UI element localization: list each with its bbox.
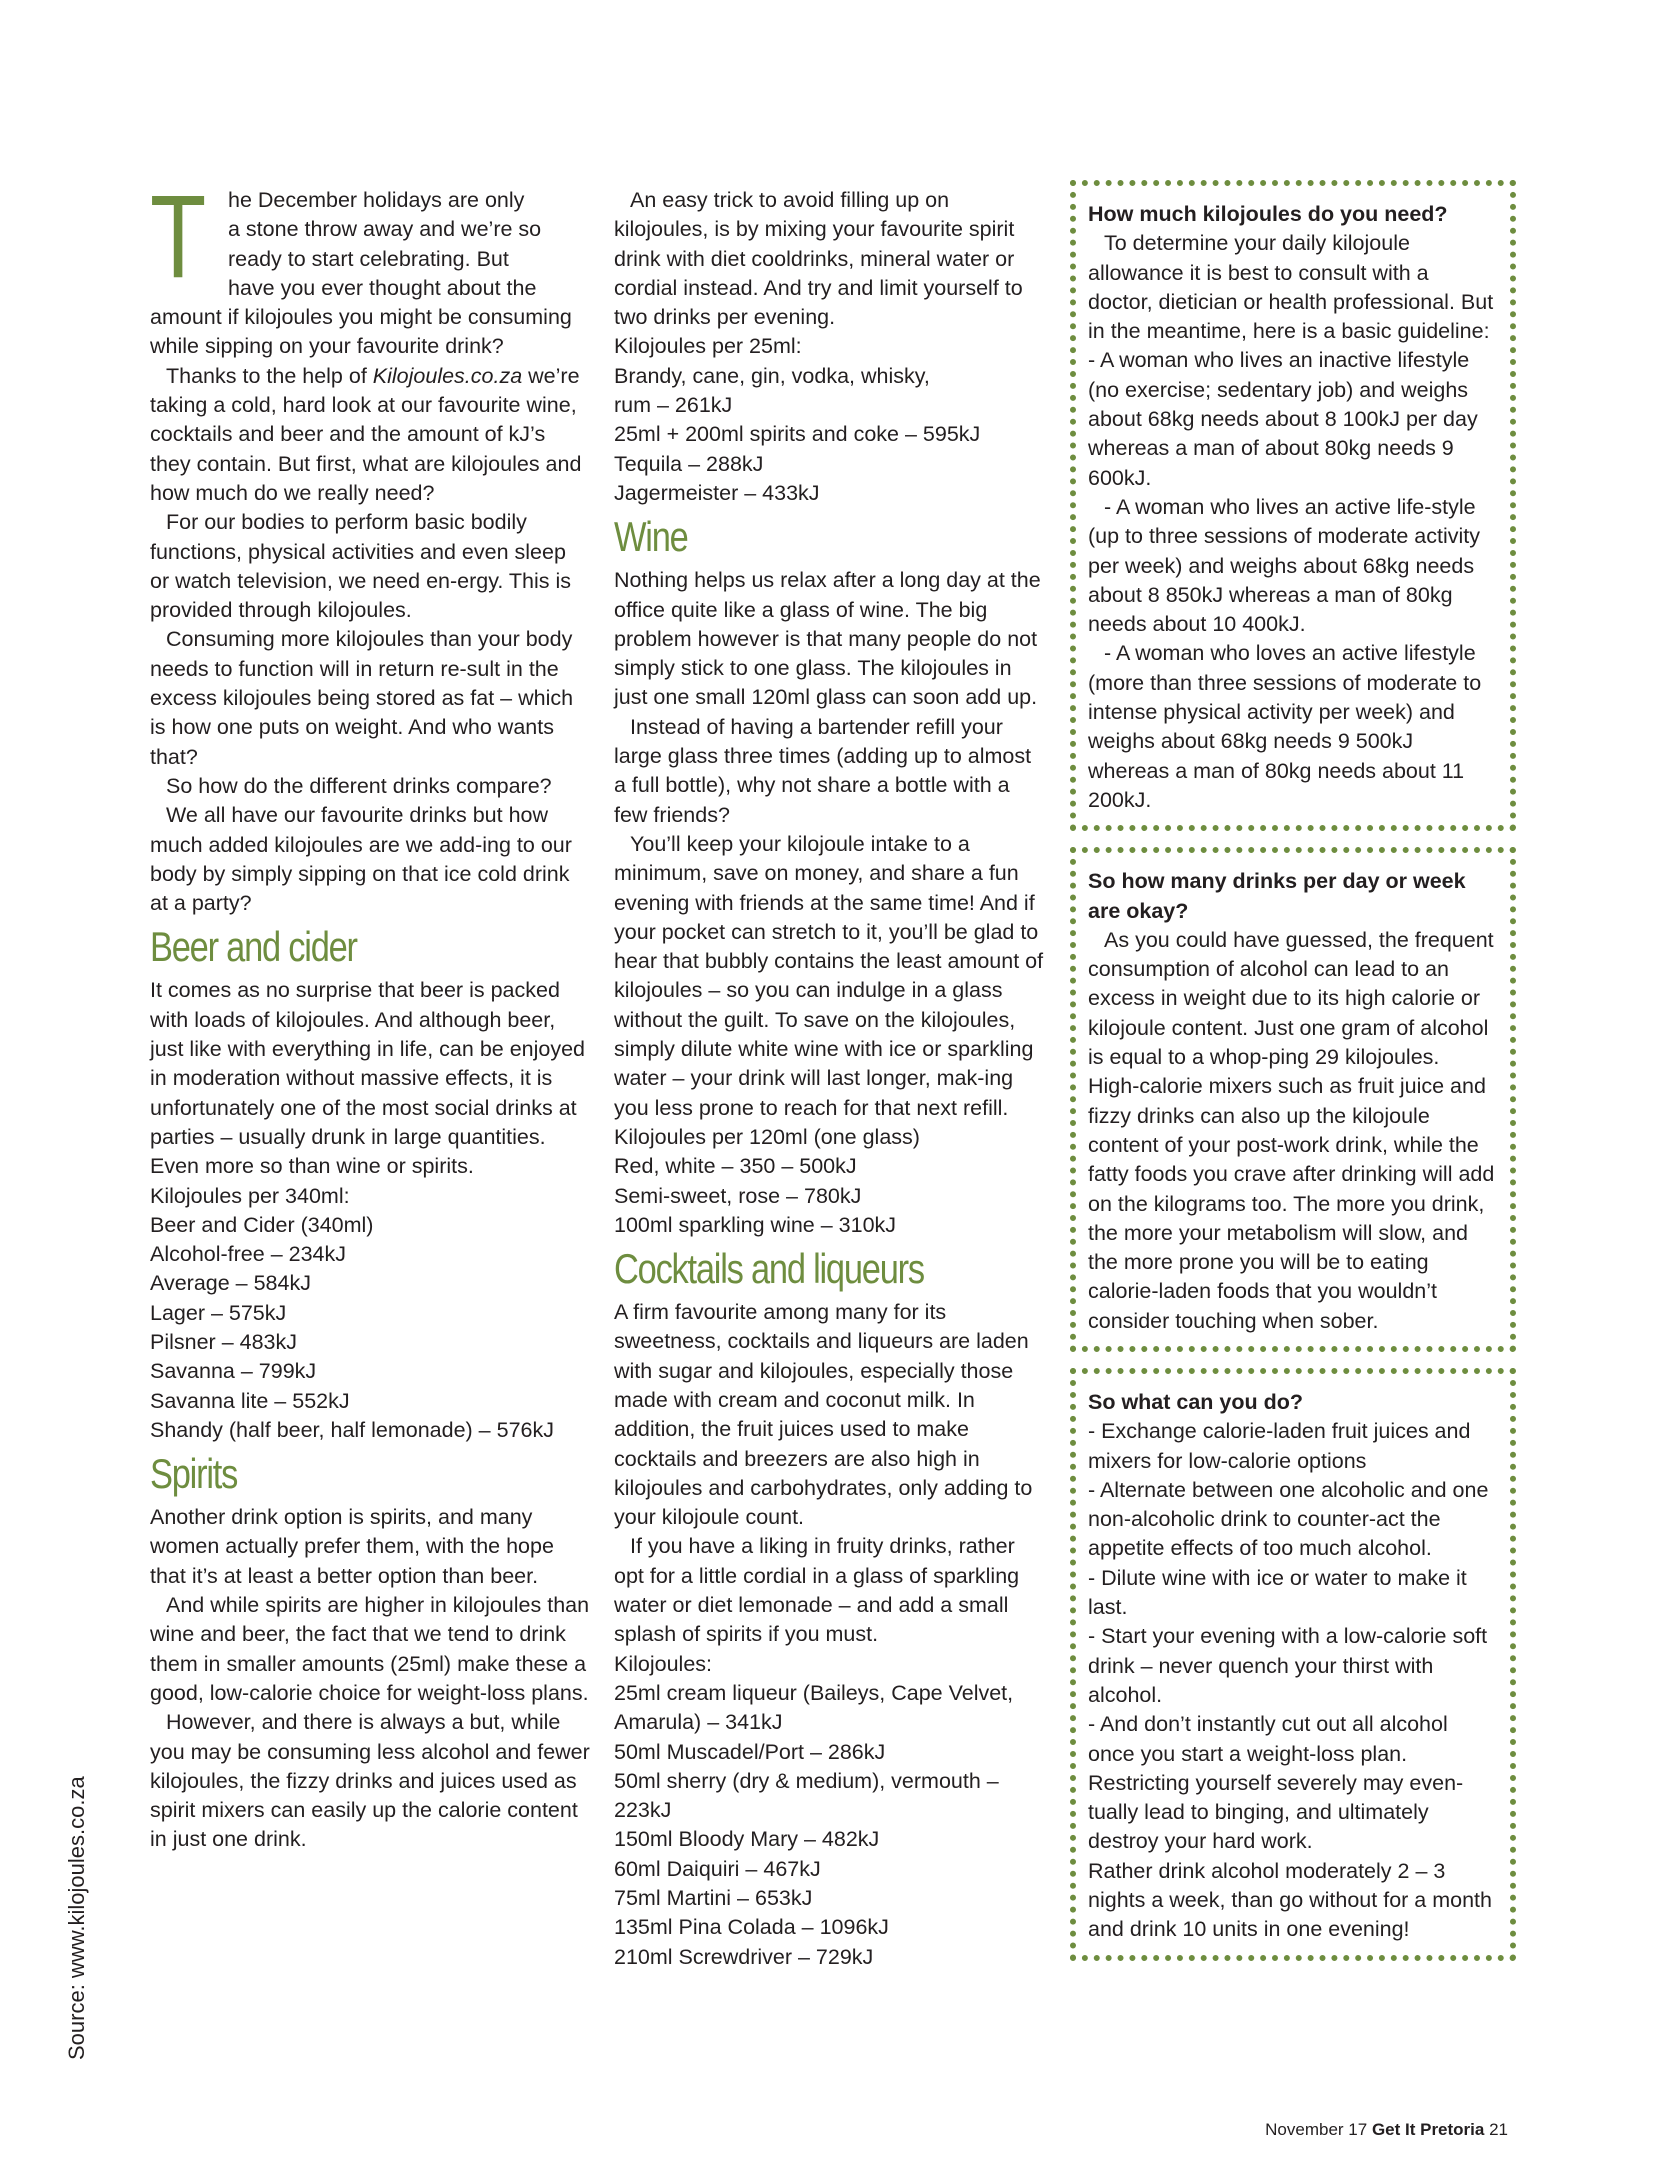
- text: Thanks to the help of: [166, 363, 373, 388]
- section-heading-beer: Beer and cider: [150, 923, 357, 971]
- sidebar-box-kilojoules-needed: [1070, 180, 1516, 831]
- paragraph: As you could have guessed, the frequent consumption of alcohol can lead to an excess in weight due to its high calorie or kilojoule content. Just one gram of alcohol is equal to a whop-ping 29 kilojoules. High-calorie mixers such as fruit juice and fizzy drinks can also up the kilojoule content of your post-work drink, while the fatty foods you crave after drinking will add on the kilograms too. The more you drink, the more your metabolism will slow, and the more prone you will be to eating calorie-laden foods that you wouldn’t consider touching when sober.: [1088, 927, 1495, 1333]
- paragraph: [150, 362, 590, 508]
- box-title: How much kilojoules do you need?: [1088, 202, 1448, 226]
- issue-date: November 17: [1265, 2120, 1372, 2139]
- text: we’re taking a cold, hard look at our favourite wine, cocktails and beer and the amount of kJ’s they contain. But first, what are kilojoules and how much do we really need?: [150, 363, 582, 505]
- wine-kilojoule-list: [614, 1123, 1044, 1240]
- list-item: - Exchange calorie-laden fruit juices and mixers for low-calorie options: [1088, 1419, 1471, 1473]
- list-item: 210ml Screwdriver – 729kJ: [614, 1944, 874, 1969]
- paragraph: Nothing helps us relax after a long day at the office quite like a glass of wine. The big problem however is that many people do not simply stick to one glass. The kilojoules in just one small 120ml glass can soon add up.: [614, 568, 1041, 710]
- list-item: 25ml + 200ml spirits and coke – 595kJ: [614, 422, 981, 447]
- beer-kilojoule-list: [150, 1182, 590, 1446]
- list-item: Brandy, cane, gin, vodka, whisky,: [614, 363, 930, 388]
- list-item: - Alternate between one alcoholic and one non-alcoholic drink to counter-act the appetite effects of too much alcohol.: [1088, 1477, 1489, 1561]
- page-footer: [1265, 2120, 1508, 2140]
- list-item: 135ml Pina Colada – 1096kJ: [614, 1915, 889, 1940]
- list-item: rum – 261kJ: [614, 393, 733, 418]
- paragraph: An easy trick to avoid filling up on kilojoules, is by mixing your favourite spirit drink with diet cooldrinks, mineral water or cordial instead. And try and limit yourself to two drinks per evening.: [614, 188, 1023, 330]
- paragraph: So how do the different drinks compare?: [166, 773, 552, 798]
- list-item: Average – 584kJ: [150, 1271, 311, 1296]
- list-item: 60ml Daiquiri – 467kJ: [614, 1856, 821, 1881]
- list-item: Semi-sweet, rose – 780kJ: [614, 1183, 862, 1208]
- list-item: Alcohol-free – 234kJ: [150, 1242, 346, 1267]
- source-site-name: Kilojoules.co.za: [372, 363, 523, 388]
- list-item: 25ml cream liqueur (Baileys, Cape Velvet, Amarula) – 341kJ: [614, 1680, 1014, 1735]
- list-item: 75ml Martini – 653kJ: [614, 1886, 813, 1911]
- cocktails-kilojoule-list: [614, 1650, 1044, 1972]
- list-item: Tequila – 288kJ: [614, 451, 764, 476]
- paragraph: To determine your daily kilojoule allowance it is best to consult with a doctor, dietician or health professional. But in the meantime, here is a basic guideline:: [1088, 231, 1494, 344]
- section-heading-wine: Wine: [614, 513, 688, 561]
- intro-block: [150, 171, 590, 362]
- paragraph: A firm favourite among many for its sweetness, cocktails and liqueurs are laden with sugar and kilojoules, especially those made with cream and coconut milk. In addition, the fruit juices used to make cocktails and breezers are also high in kilojoules and carbohydrates, only adding to your kilojoule count.: [614, 1300, 1033, 1530]
- intro-line: a stone throw away and we’re so: [228, 217, 542, 242]
- column-1: [150, 171, 590, 1855]
- list-item: Savanna lite – 552kJ: [150, 1388, 350, 1413]
- list-item: Lager – 575kJ: [150, 1300, 287, 1325]
- drop-cap: T: [150, 171, 207, 303]
- paragraph: However, and there is always a but, while you may be consuming less alcohol and fewer kilojoules, the fizzy drinks and juices used as spirit mixers can easily up the calorie content in just one drink.: [150, 1710, 590, 1852]
- paragraph: For our bodies to perform basic bodily functions, physical activities and even sleep or watch television, we need en-ergy. This is provided through kilojoules.: [150, 510, 572, 623]
- sidebar-column: [1070, 180, 1516, 1977]
- section-heading-cocktails: Cocktails and liqueurs: [614, 1245, 924, 1293]
- source-credit: Source: www.kilojoules.co.za: [64, 1776, 89, 2060]
- list-item: Red, white – 350 – 500kJ: [614, 1154, 857, 1179]
- list-item: Kilojoules:: [614, 1651, 712, 1676]
- paragraph: It comes as no surprise that beer is packed with loads of kilojoules. And although beer, just like with everything in life, can be enjoyed in moderation without massive effects, it is unfortunately one of the most social drinks at parties – usually drunk in large quantities. Even more so than wine or spirits.: [150, 978, 586, 1179]
- spirits-kilojoule-list: [614, 332, 1044, 508]
- list-item: Kilojoules per 120ml (one glass): [614, 1124, 920, 1149]
- list-item: 150ml Bloody Mary – 482kJ: [614, 1827, 880, 1852]
- list-item: Rather drink alcohol moderately 2 – 3 nights a week, than go without for a month and drink 10 units in one evening!: [1088, 1858, 1492, 1942]
- intro-line: he December holidays are only: [228, 188, 525, 212]
- paragraph: Another drink option is spirits, and many women actually prefer them, with the hope that it’s at least a better option than beer.: [150, 1505, 554, 1588]
- list-item: 50ml Muscadel/Port – 286kJ: [614, 1739, 886, 1764]
- paragraph: Consuming more kilojoules than your body needs to function will in return re-sult in the excess kilojoules being stored as fat – which is how one puts on weight. And who wants that?: [150, 627, 574, 769]
- page-number: 21: [1484, 2120, 1508, 2139]
- paragraph: - A woman who loves an active lifestyle (more than three sessions of moderate to intense physical activity per week) and weighs about 68kg needs 9 500kJ whereas a man of 80kg needs about 11 200kJ.: [1088, 641, 1482, 812]
- list-item: 100ml sparkling wine – 310kJ: [614, 1212, 897, 1237]
- list-item: 50ml sherry (dry & medium), vermouth – 223kJ: [614, 1768, 999, 1823]
- list-item: - Dilute wine with ice or water to make it last.: [1088, 1565, 1467, 1620]
- list-item: Savanna – 799kJ: [150, 1359, 317, 1384]
- sidebar-box-drinks-per-week: [1070, 847, 1516, 1352]
- intro-line: have you ever thought about the: [228, 275, 537, 300]
- list-item: - Start your evening with a low-calorie soft drink – never quench your thirst with alcohol.: [1088, 1624, 1488, 1707]
- paragraph: Instead of having a bartender refill your large glass three times (adding up to almost a full bottle), why not share a bottle with a few friends?: [614, 714, 1032, 827]
- list-item: Kilojoules per 340ml:: [150, 1183, 350, 1208]
- section-heading-spirits: Spirits: [150, 1450, 238, 1498]
- paragraph: If you have a liking in fruity drinks, rather opt for a little cordial in a glass of sparkling water or diet lemonade – and add a small splash of spirits if you must.: [614, 1534, 1020, 1647]
- paragraph: You’ll keep your kilojoule intake to a minimum, save on money, and share a fun evening with friends at the same time! And if your pocket can stretch to it, you’ll be glad to hear that bubbly contains the least amount of kilojoules – so you can indulge in a glass without the guilt. To save on the kilojoules, simply dilute white wine with ice or sparkling water – your drink will last longer, mak-ing you less prone to reach for that next refill.: [614, 831, 1044, 1120]
- list-item: Pilsner – 483kJ: [150, 1329, 297, 1354]
- column-2: [614, 186, 1044, 1972]
- sidebar-box-what-can-you-do: [1070, 1368, 1516, 1961]
- intro-paragraph: amount if kilojoules you might be consuming while sipping on your favourite drink?: [150, 305, 572, 359]
- paragraph: And while spirits are higher in kilojoules than wine and beer, the fact that we tend to drink them in smaller amounts (25ml) make these a good, low-calorie choice for weight-loss plans.: [150, 1593, 590, 1705]
- list-item: Shandy (half beer, half lemonade) – 576kJ: [150, 1417, 554, 1442]
- box-title: So what can you do?: [1088, 1389, 1304, 1414]
- magazine-name: Get It Pretoria: [1371, 2120, 1485, 2139]
- paragraph: - A woman who lives an inactive lifestyle (no exercise; sedentary job) and weighs about 68kg needs about 8 100kJ per day whereas a man of about 80kg needs 9 600kJ.: [1088, 348, 1478, 490]
- list-item: Beer and Cider (340ml): [150, 1212, 374, 1237]
- list-item: Kilojoules per 25ml:: [614, 334, 802, 359]
- intro-line: ready to start celebrating. But: [228, 246, 509, 271]
- box-title: So how many drinks per day or week are okay?: [1088, 869, 1466, 923]
- list-item: - And don’t instantly cut out all alcohol once you start a weight-loss plan. Restricting yourself severely may even-tually lead to binging, and ultimately destroy your hard work.: [1088, 1712, 1464, 1854]
- paragraph: We all have our favourite drinks but how much added kilojoules are we add-ing to our body by simply sipping on that ice cold drink at a party?: [150, 803, 572, 916]
- paragraph: - A woman who lives an active life-style (up to three sessions of moderate activity per week) and weighs about 68kg needs about 8 850kJ whereas a man of 80kg needs about 10 400kJ.: [1088, 494, 1480, 637]
- list-item: Jagermeister – 433kJ: [614, 480, 820, 505]
